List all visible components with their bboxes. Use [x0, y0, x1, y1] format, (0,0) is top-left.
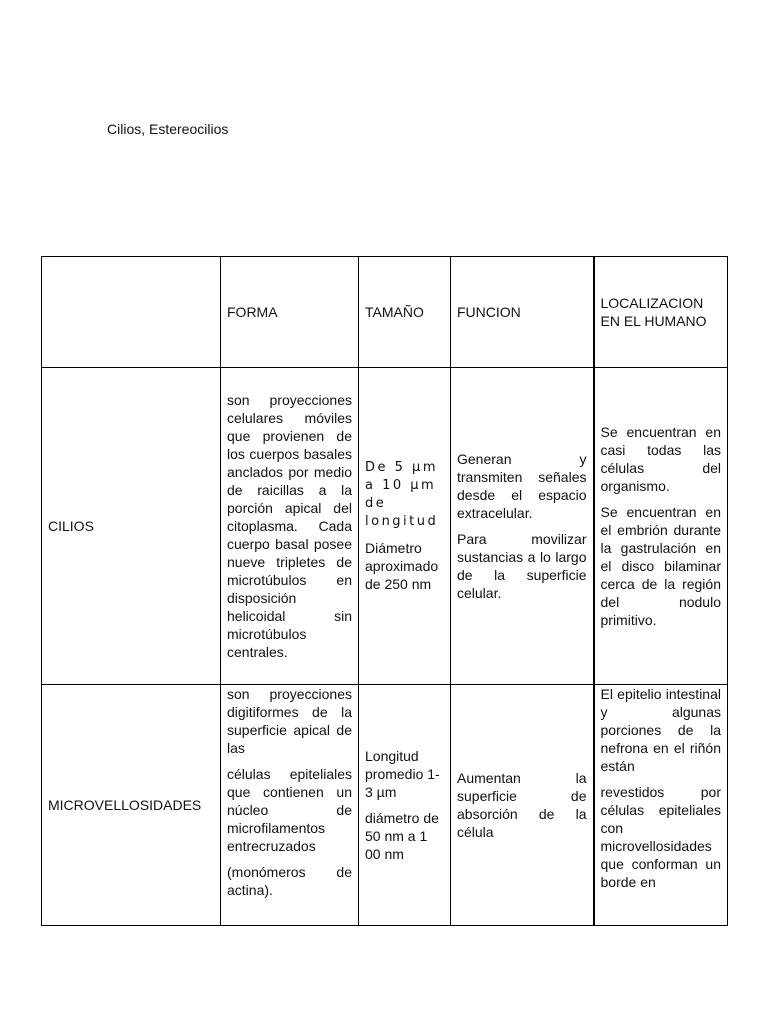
cilios-funcion-2: Para movilizar sustancias a lo largo de la superficie celular.: [457, 531, 587, 601]
microvellosidades-forma-1: son proyecciones digitiformes de la superficie apical de las: [227, 686, 352, 756]
comparison-table: [41, 256, 728, 926]
row-label-cilios: CILIOS: [42, 368, 221, 685]
microvellosidades-tamano-cell: [359, 685, 451, 926]
microvellosidades-forma-2: células epiteliales que contienen un núcleo de microfilamentos entrecruzados: [227, 766, 352, 854]
cilios-localizacion-2: Se encuentran en el embrión durante la gastrulación en el disco bilaminar cerca de la región del nodulo primitivo.: [600, 504, 721, 628]
cilios-tamano-cell: [359, 368, 451, 685]
microvellosidades-forma-3: (monómeros de actina).: [227, 864, 352, 898]
microvellosidades-funcion-cell: [451, 685, 594, 926]
row-label-microvellosidades: MICROVELLOSIDADES: [42, 685, 221, 926]
header-localizacion: LOCALIZACION EN EL HUMANO: [594, 257, 728, 368]
microvellosidades-localizacion-2: revestidos por células epiteliales con microvellosidades que conforman un borde en: [600, 784, 721, 890]
cilios-localizacion-cell: [594, 368, 728, 685]
cilios-localizacion-1: Se encuentran en casi todas las células del organismo.: [600, 424, 721, 494]
header-funcion: FUNCION: [451, 257, 594, 368]
microvellosidades-funcion-1: Aumentan la superficie de absorción de la célula: [457, 770, 587, 840]
cilios-funcion-1: Generan y transmiten señales desde el espacio extracelular.: [457, 451, 587, 521]
microvellosidades-tamano-length: Longitud promedio 1-3 µm: [365, 748, 440, 800]
cilios-tamano-diameter: Diámetro aproximado de 250 nm: [365, 540, 439, 592]
cilios-funcion-cell: [451, 368, 594, 685]
header-tamano: TAMAÑO: [359, 257, 451, 368]
cilios-tamano-length: De 5 µm a 10 µm de longitud: [365, 460, 439, 529]
cilios-forma-cell: [221, 368, 359, 685]
header-empty-cell: [42, 257, 221, 368]
header-forma: FORMA: [221, 257, 359, 368]
microvellosidades-localizacion-1: El epitelio intestinal y algunas porciones de la nefrona en el riñón están: [600, 686, 721, 774]
microvellosidades-tamano-diameter: diámetro de 50 nm a 1 00 nm: [365, 810, 439, 862]
table-row: [42, 685, 728, 926]
microvellosidades-forma-cell: [221, 685, 359, 926]
table-row: [42, 368, 728, 685]
document-title: Cilios, Estereocilios: [107, 121, 229, 137]
table-header-row: [42, 257, 728, 368]
cilios-forma-text: son proyecciones celulares móviles que provienen de los cuerpos basales anclados por medio de raicillas a la porción apical del citoplasma. Cada cuerpo basal posee nueve tripletes de microtúbulos en disposición helicoidal sin microtúbulos centrales.: [227, 392, 352, 660]
microvellosidades-localizacion-cell: [594, 685, 728, 926]
